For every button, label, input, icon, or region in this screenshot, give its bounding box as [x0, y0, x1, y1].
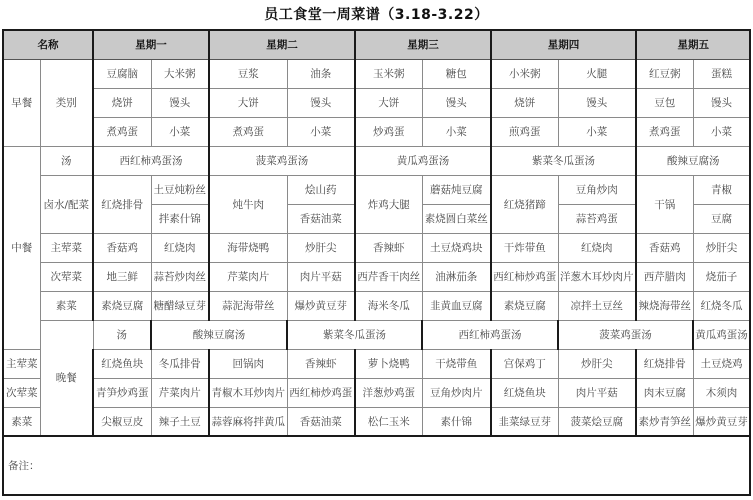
- soup-cell: 酸辣豆腐汤: [636, 146, 750, 175]
- menu-cell: 海带烧鸭: [209, 233, 287, 262]
- dinner-row: [3, 378, 750, 407]
- menu-cell: 煮鸡蛋: [93, 117, 151, 146]
- menu-cell: 馒头: [151, 88, 209, 117]
- menu-cell: 蒜苔炒肉丝: [151, 262, 209, 291]
- lunch-soup-label: 汤: [40, 146, 93, 175]
- header-thursday: 星期四: [491, 30, 636, 59]
- soup-cell: 黄瓜鸡蛋汤: [693, 320, 750, 349]
- lunch-row: [3, 233, 750, 262]
- menu-cell: 海米冬瓜: [355, 291, 422, 320]
- braised-main: 红烧猪蹄: [491, 175, 558, 233]
- braised-main: 炸鸡大腿: [355, 175, 422, 233]
- menu-cell: 油淋茄条: [422, 262, 491, 291]
- menu-cell: 煮鸡蛋: [209, 117, 287, 146]
- menu-cell: 土豆烧鸡: [693, 349, 750, 378]
- menu-cell: 肉片平菇: [287, 262, 355, 291]
- menu-cell: 香菇鸡: [636, 233, 693, 262]
- menu-cell: 肉末豆腐: [636, 378, 693, 407]
- header-wednesday: 星期三: [355, 30, 491, 59]
- menu-cell: 松仁玉米: [355, 407, 422, 436]
- menu-cell: 红豆粥: [636, 59, 693, 88]
- braised-side: 素烧圆白菜丝: [422, 204, 491, 233]
- menu-cell: 韭菜绿豆芽: [491, 407, 558, 436]
- soup-cell: 黄瓜鸡蛋汤: [355, 146, 491, 175]
- menu-cell: 红烧冬瓜: [693, 291, 750, 320]
- lunch-row: [3, 262, 750, 291]
- lunch-braised-row: [3, 175, 750, 204]
- header-monday: 星期一: [93, 30, 209, 59]
- row-label: 素菜: [40, 291, 93, 320]
- menu-cell: 辣烧海带丝: [636, 291, 693, 320]
- braised-side: 青椒: [693, 175, 750, 204]
- menu-cell: 小菜: [558, 117, 636, 146]
- menu-cell: 小菜: [693, 117, 750, 146]
- menu-cell: 辣子土豆: [151, 407, 209, 436]
- soup-cell: 菠菜鸡蛋汤: [558, 320, 693, 349]
- soup-cell: 紫菜冬瓜蛋汤: [491, 146, 636, 175]
- menu-cell: 萝卜烧鸭: [355, 349, 422, 378]
- braised-side: 蘑菇炖豆腐: [422, 175, 491, 204]
- menu-cell: 红烧肉: [558, 233, 636, 262]
- breakfast-row: [3, 59, 750, 88]
- menu-cell: 素什锦: [422, 407, 491, 436]
- menu-cell: 青笋炒鸡蛋: [93, 378, 151, 407]
- menu-cell: 糖包: [422, 59, 491, 88]
- menu-cell: 香菇油菜: [287, 407, 355, 436]
- braised-main: 干锅: [636, 175, 693, 233]
- dinner-label: 晚餐: [40, 320, 93, 436]
- menu-cell: 地三鲜: [93, 262, 151, 291]
- soup-cell: 西红柿鸡蛋汤: [422, 320, 558, 349]
- menu-cell: 豆腐脑: [93, 59, 151, 88]
- menu-cell: 豆角炒肉片: [422, 378, 491, 407]
- menu-cell: 肉片平菇: [558, 378, 636, 407]
- weekly-menu-table: [2, 29, 751, 496]
- menu-cell: 凉拌土豆丝: [558, 291, 636, 320]
- menu-cell: 小米粥: [491, 59, 558, 88]
- menu-cell: 木须肉: [693, 378, 750, 407]
- menu-cell: 炒鸡蛋: [355, 117, 422, 146]
- braised-side: 烩山药: [287, 175, 355, 204]
- row-label: 主荤菜: [40, 233, 93, 262]
- menu-cell: 青椒木耳炒肉片: [209, 378, 287, 407]
- menu-cell: 馒头: [422, 88, 491, 117]
- header-tuesday: 星期二: [209, 30, 355, 59]
- breakfast-category-label: 类别: [40, 59, 93, 146]
- menu-cell: 香辣虾: [287, 349, 355, 378]
- menu-cell: 香辣虾: [355, 233, 422, 262]
- dinner-row: [3, 407, 750, 436]
- braised-side: 蒜苔鸡蛋: [558, 204, 636, 233]
- braised-side: 土豆炖粉丝: [151, 175, 209, 204]
- breakfast-row: [3, 88, 750, 117]
- row-label: 素菜: [3, 407, 40, 436]
- soup-cell: 西红柿鸡蛋汤: [93, 146, 209, 175]
- lunch-braised-label: 卤水/配菜: [40, 175, 93, 233]
- menu-cell: 煮鸡蛋: [636, 117, 693, 146]
- menu-cell: 素烧豆腐: [93, 291, 151, 320]
- menu-cell: 炒肝尖: [287, 233, 355, 262]
- menu-cell: 豆包: [636, 88, 693, 117]
- menu-cell: 洋葱木耳炒肉片: [558, 262, 636, 291]
- lunch-soup-row: [3, 146, 750, 175]
- menu-cell: 西红柿炒鸡蛋: [287, 378, 355, 407]
- menu-cell: 馒头: [287, 88, 355, 117]
- menu-cell: 西红柿炒鸡蛋: [491, 262, 558, 291]
- menu-cell: 红烧鱼块: [93, 349, 151, 378]
- menu-cell: 炒肝尖: [693, 233, 750, 262]
- menu-cell: 馒头: [693, 88, 750, 117]
- menu-cell: 大饼: [355, 88, 422, 117]
- menu-cell: 芹菜肉片: [151, 378, 209, 407]
- menu-cell: 烧饼: [93, 88, 151, 117]
- menu-cell: 西芹腊肉: [636, 262, 693, 291]
- row-label: 次荤菜: [40, 262, 93, 291]
- menu-cell: 爆炒黄豆芽: [693, 407, 750, 436]
- menu-cell: 爆炒黄豆芽: [287, 291, 355, 320]
- row-label: 次荤菜: [3, 378, 40, 407]
- menu-cell: 蛋糕: [693, 59, 750, 88]
- row-label: 主荤菜: [3, 349, 40, 378]
- breakfast-row: [3, 117, 750, 146]
- menu-cell: 韭黄血豆腐: [422, 291, 491, 320]
- menu-cell: 回锅肉: [209, 349, 287, 378]
- menu-cell: 小菜: [287, 117, 355, 146]
- menu-cell: 油条: [287, 59, 355, 88]
- soup-cell: 菠菜鸡蛋汤: [209, 146, 355, 175]
- lunch-label: 中餐: [3, 146, 40, 349]
- braised-side: 豆腐: [693, 204, 750, 233]
- menu-cell: 菠菜烩豆腐: [558, 407, 636, 436]
- dinner-row: [3, 349, 750, 378]
- header-friday: 星期五: [636, 30, 750, 59]
- braised-side: 香菇油菜: [287, 204, 355, 233]
- menu-cell: 宫保鸡丁: [491, 349, 558, 378]
- header-name: 名称: [3, 30, 93, 59]
- menu-cell: 蒜泥海带丝: [209, 291, 287, 320]
- menu-cell: 蒜蓉麻将拌黄瓜: [209, 407, 287, 436]
- menu-cell: 小菜: [151, 117, 209, 146]
- menu-cell: 馒头: [558, 88, 636, 117]
- menu-cell: 素炒青笋丝: [636, 407, 693, 436]
- header-row: [3, 30, 750, 59]
- menu-cell: 红烧排骨: [636, 349, 693, 378]
- menu-cell: 红烧鱼块: [491, 378, 558, 407]
- menu-cell: 火腿: [558, 59, 636, 88]
- menu-cell: 烧茄子: [693, 262, 750, 291]
- dinner-soup-row: [3, 320, 750, 349]
- menu-cell: 素烧豆腐: [491, 291, 558, 320]
- braised-main: 炖牛肉: [209, 175, 287, 233]
- menu-cell: 洋葱炒鸡蛋: [355, 378, 422, 407]
- menu-cell: 冬瓜排骨: [151, 349, 209, 378]
- soup-cell: 酸辣豆腐汤: [151, 320, 287, 349]
- menu-cell: 炒肝尖: [558, 349, 636, 378]
- menu-cell: 干炸带鱼: [491, 233, 558, 262]
- notes-label: 备注：: [3, 436, 750, 495]
- page-title: 员工食堂一周菜谱（3.18-3.22）: [264, 7, 489, 23]
- menu-cell: 大米粥: [151, 59, 209, 88]
- notes-row: [3, 436, 750, 495]
- menu-cell: 红烧肉: [151, 233, 209, 262]
- braised-side: 拌素什锦: [151, 204, 209, 233]
- braised-side: 豆角炒肉: [558, 175, 636, 204]
- dinner-soup-label: 汤: [93, 320, 151, 349]
- menu-cell: 西芹香干肉丝: [355, 262, 422, 291]
- menu-cell: 芹菜肉片: [209, 262, 287, 291]
- menu-cell: 尖椒豆皮: [93, 407, 151, 436]
- menu-cell: 土豆烧鸡块: [422, 233, 491, 262]
- menu-cell: 干烧带鱼: [422, 349, 491, 378]
- menu-cell: 豆浆: [209, 59, 287, 88]
- menu-cell: 玉米粥: [355, 59, 422, 88]
- menu-cell: 烧饼: [491, 88, 558, 117]
- menu-cell: 糖醋绿豆芽: [151, 291, 209, 320]
- breakfast-label: 早餐: [3, 59, 40, 146]
- menu-cell: 香菇鸡: [93, 233, 151, 262]
- braised-main: 红烧排骨: [93, 175, 151, 233]
- menu-cell: 大饼: [209, 88, 287, 117]
- menu-cell: 小菜: [422, 117, 491, 146]
- soup-cell: 紫菜冬瓜蛋汤: [287, 320, 422, 349]
- lunch-row: [3, 291, 750, 320]
- menu-cell: 煎鸡蛋: [491, 117, 558, 146]
